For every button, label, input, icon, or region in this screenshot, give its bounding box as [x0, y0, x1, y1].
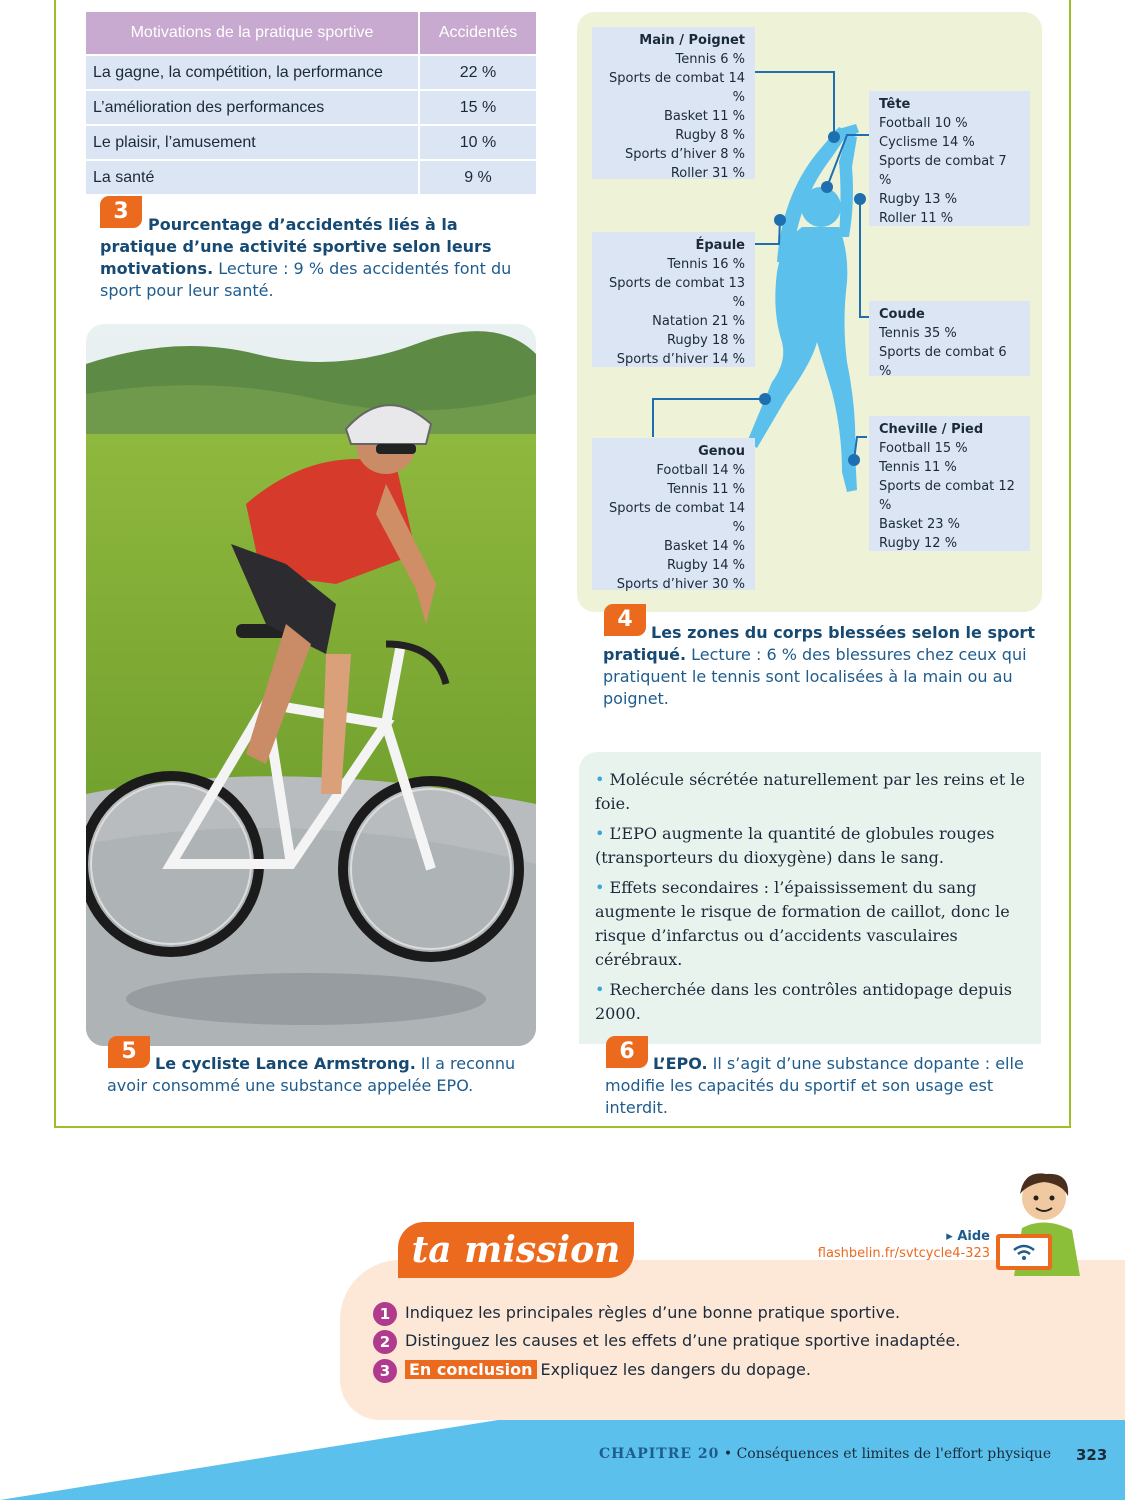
zone-title: Épaule [695, 238, 745, 253]
table-cell: La gagne, la compétition, la performance [86, 55, 419, 90]
zone-item: Tennis 6 % [675, 52, 745, 67]
table-header-accidents: Accidentés [419, 12, 536, 55]
aide-url[interactable]: flashbelin.fr/svtcycle4-323 [817, 1246, 990, 1261]
question-text: Expliquez les dangers du dopage. [540, 1360, 811, 1379]
zone-title: Main / Poignet [639, 33, 745, 48]
zone-item: Basket 23 % [879, 517, 960, 532]
zone-item: Sports de combat 14 % [609, 501, 745, 535]
zone-title: Coude [879, 307, 925, 322]
zone-item: Football 14 % [656, 463, 745, 478]
mission-title: ta mission [398, 1222, 634, 1278]
doc6-caption [605, 1053, 1055, 1119]
zone-genou [592, 438, 755, 590]
zone-title: Genou [698, 444, 745, 459]
zone-item: Sports de combat 6 % [879, 345, 1007, 379]
table-cell: 22 % [419, 55, 536, 90]
zone-item: Roller 31 % [670, 166, 745, 181]
doc3-caption [100, 214, 540, 302]
zone-item: Cyclisme 14 % [879, 135, 975, 150]
mission-question-1 [373, 1300, 900, 1326]
chapter-title: Conséquences et limites de l'effort physique [736, 1446, 1052, 1462]
zone-item: Football 10 % [879, 116, 968, 131]
cyclist-illustration [86, 324, 536, 1046]
body-silhouette [747, 124, 859, 492]
table-row [86, 160, 536, 194]
aide-link[interactable] [818, 1228, 990, 1262]
aide-label: ▸ Aide [946, 1229, 990, 1244]
doc5-number-badge: 5 [108, 1036, 150, 1068]
doc5-title: Le cycliste Lance Armstrong. [155, 1054, 416, 1073]
zone-item: Roller 11 % [879, 211, 954, 226]
zone-coude [869, 301, 1030, 379]
epo-bullet [595, 822, 1025, 870]
footer-separator: • [723, 1446, 737, 1462]
zone-item: Natation 21 % [652, 314, 745, 329]
zone-item: Tennis 11 % [667, 482, 745, 497]
table-cell: La santé [86, 160, 419, 194]
chapter-label: CHAPITRE 20 [599, 1446, 720, 1462]
question-number-badge: 3 [373, 1359, 397, 1383]
page-footer [599, 1446, 1051, 1462]
question-number-badge: 1 [373, 1302, 397, 1326]
question-text: Distinguez les causes et les effets d’une pratique sportive inadaptée. [405, 1331, 961, 1350]
doc6-text: Il s’agit d’une substance dopante : elle modifie les capacités du sportif et son usage est interdit. [605, 1054, 1024, 1117]
zone-item: Rugby 13 % [879, 192, 958, 207]
zone-item: Sports de combat 7 % [879, 154, 1007, 188]
zone-item: Rugby 12 % [879, 536, 958, 551]
zone-main-poignet [592, 27, 755, 179]
doc6-title: L’EPO. [653, 1054, 708, 1073]
epo-bullet [595, 768, 1025, 816]
epo-bullet-text: Molécule sécrétée naturellement par les reins et le foie. [595, 770, 1025, 813]
table-header-motivation: Motivations de la pratique sportive [86, 12, 419, 55]
zone-item: Sports d’hiver 30 % [616, 577, 745, 592]
bullet-dot-icon: • [595, 824, 605, 843]
page-number: 323 [1076, 1446, 1108, 1464]
zone-title: Tête [879, 97, 911, 112]
table-row [86, 90, 536, 125]
zone-cheville-pied [869, 416, 1030, 551]
doc4-text: Lecture : 6 % des blessures chez ceux qui pratiquent le tennis sont localisées à la main ou au poignet. [603, 645, 1027, 708]
table-cell: Le plaisir, l’amusement [86, 125, 419, 160]
question-number-badge: 2 [373, 1330, 397, 1354]
doc4-title: Les zones du corps blessées selon le sport pratiqué. [603, 623, 1035, 664]
zone-item: Sports d’hiver 8 % [625, 147, 745, 162]
zone-epaule [592, 232, 755, 367]
boy-with-laptop-icon [994, 1168, 1089, 1276]
zone-item: Football 15 % [879, 441, 968, 456]
zone-item: Rugby 8 % [675, 128, 745, 143]
mission-question-3 [373, 1357, 811, 1383]
doc3-text: Lecture : 9 % des accidentés font du sport pour leur santé. [100, 259, 512, 300]
epo-info-panel [579, 752, 1041, 1044]
table-row [86, 125, 536, 160]
doc3-title: Pourcentage d’accidentés liés à la pratique d’une activité sportive selon leurs motivations. [100, 215, 492, 278]
epo-bullet-text: Recherchée dans les contrôles antidopage depuis 2000. [595, 980, 1012, 1023]
table-cell: 10 % [419, 125, 536, 160]
bullet-dot-icon: • [595, 770, 605, 789]
doc6-number-badge: 6 [606, 1036, 648, 1068]
bullet-dot-icon: • [595, 878, 605, 897]
zone-item: Rugby 18 % [666, 333, 745, 348]
table-cell: 9 % [419, 160, 536, 194]
table-row [86, 55, 536, 90]
doc3-number-badge: 3 [100, 196, 142, 228]
doc4-number-badge: 4 [604, 604, 646, 636]
question-text: Indiquez les principales règles d’une bonne pratique sportive. [405, 1303, 901, 1322]
zone-item: Sports de combat 14 % [609, 71, 745, 105]
epo-bullet [595, 978, 1025, 1026]
table-cell: 15 % [419, 90, 536, 125]
doc5-text: Il a reconnu avoir consommé une substance appelée EPO. [107, 1054, 516, 1095]
zone-item: Tennis 35 % [879, 326, 957, 341]
epo-bullet-text: L’EPO augmente la quantité de globules rouges (transporteurs du dioxygène) dans le sang. [595, 824, 995, 867]
zone-item: Tennis 11 % [879, 460, 957, 475]
zone-item: Basket 11 % [664, 109, 745, 124]
doc4-caption [603, 622, 1043, 710]
zone-item: Sports de combat 12 % [879, 479, 1015, 513]
cyclist-photo [86, 324, 536, 1046]
epo-bullet-text: Effets secondaires : l’épaississement du sang augmente le risque de formation de caillot, donc le risque d’infarctus ou d’accidents vasculaires cérébraux. [595, 878, 1010, 969]
zone-item: Sports d’hiver 14 % [616, 352, 745, 367]
motivations-table [86, 12, 536, 194]
zone-item: Basket 14 % [664, 539, 745, 554]
conclusion-label: En conclusion [405, 1360, 537, 1379]
zone-tete [869, 91, 1030, 226]
table-cell: L’amélioration des performances [86, 90, 419, 125]
bullet-dot-icon: • [595, 980, 605, 999]
epo-bullet [595, 876, 1025, 972]
zone-title: Cheville / Pied [879, 422, 984, 437]
mission-question-2 [373, 1328, 960, 1354]
zone-item: Sports de combat 13 % [609, 276, 745, 310]
doc5-caption [107, 1053, 537, 1097]
zone-item: Rugby 14 % [666, 558, 745, 573]
zone-item: Tennis 16 % [667, 257, 745, 272]
